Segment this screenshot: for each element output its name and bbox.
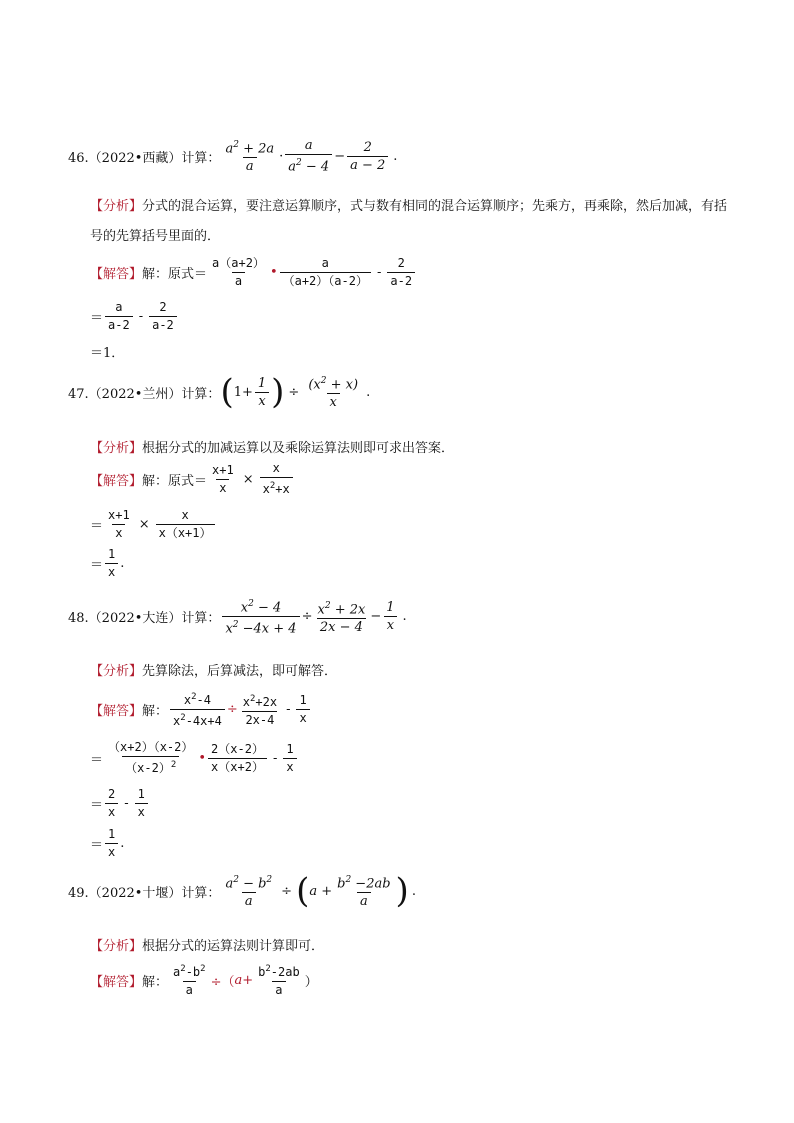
q46-analysis-tag: 【分析】 — [90, 199, 143, 214]
q48-analysis-text: 先算除法，后算减法，即可解答． — [142, 664, 338, 679]
q46-frac3: $\frac{2}{a - 2}$ — [347, 140, 388, 173]
q47-problem: 47.（2022•兰州）计算： ( 1+ $\frac{1}{x}$ ) ÷ $\frac{(x^2 + x)}{x}$ . — [68, 372, 371, 413]
q49-answer-prefix: 解： — [142, 974, 169, 990]
q47-analysis-tag: 【分析】 — [90, 441, 143, 456]
q49-answer-line1: 【解答】 解： $\frac{a^2-b^2}{a}$ ÷（ a + $\frac{b^2-2ab}{a}$ ） — [90, 964, 318, 997]
q47-frac1: $\frac{1}{x}$ — [255, 376, 269, 409]
q46-answer-line2: ＝ $\frac{a}{a-2}$ - $\frac{2}{a-2}$ — [90, 300, 179, 333]
q48-analysis-tag: 【分析】 — [90, 664, 143, 679]
q48-label: 48.（2022•大连）计算： — [68, 611, 221, 627]
q48-l2c: $\frac{1}{x}$ — [283, 742, 296, 775]
q48-frac1: $\frac{x^2 - 4}{x^2 -4x + 4}$ — [222, 597, 299, 637]
q48-answer-line1: 【解答】 解： $\frac{x^2-4}{x^2-4x+4}$ ÷ $\frac{x^2+2x}{2x-4}$ - $\frac{1}{x}$ — [90, 690, 312, 729]
q48-answer-prefix: 解： — [142, 704, 169, 719]
q49-problem: 49.（2022•十堰）计算： $\frac{a^2 - b^2}{a}$ ÷ ( a + $\frac{b^2 -2ab}{a}$ ) . — [68, 871, 416, 912]
q49-analysis-text: 根据分式的运算法则计算即可． — [142, 939, 325, 954]
q48-answer-line4: ＝ $\frac{1}{x}$ . — [90, 827, 125, 859]
q48-problem: 48.（2022•大连）计算： $\frac{x^2 - 4}{x^2 -4x + 4}$ ÷ $\frac{x^2 + 2x}{2x - 4}$ − $\frac{1}{x}$ . — [68, 599, 407, 637]
q47-l2a: $\frac{x+1}{x}$ — [108, 508, 130, 540]
q46-l2b: $\frac{2}{a-2}$ — [149, 300, 177, 333]
q48-s3: $\frac{1}{x}$ — [296, 693, 309, 726]
q46-frac1: $\frac{a^2 + 2a}{a}$ — [225, 140, 275, 175]
q49-analysis-tag: 【分析】 — [90, 939, 143, 954]
q47-l2b: $\frac{x}{x(x+1)}$ — [156, 508, 215, 541]
q48-l2a: $\frac{(x+2)(x-2)}{(x-2)^2}$ — [108, 740, 194, 775]
q47-answer-tag: 【解答】 — [90, 473, 143, 489]
q46-l2a: $\frac{a}{a-2}$ — [105, 300, 133, 333]
q49-analysis — [90, 935, 324, 954]
q48-answer-tag: 【解答】 — [90, 704, 143, 719]
q48-frac2: $\frac{x^2 + 2x}{2x - 4}$ — [317, 600, 366, 635]
q49-frac2: $\frac{b^2 -2ab}{a}$ — [337, 875, 391, 910]
q48-s2: $\frac{x^2+2x}{2x-4}$ — [242, 693, 278, 727]
q46-s1: $\frac{a(a+2)}{a}$ — [212, 256, 265, 288]
q48-answer-line3: ＝ $\frac{2}{x}$ - $\frac{1}{x}$ — [90, 787, 150, 820]
q49-answer-tag: 【解答】 — [90, 974, 143, 990]
q46-problem: 46.（2022•西藏）计算： $\frac{a^2 + 2a}{a}$ · $\frac{a}{a^2 - 4}$ − $\frac{2}{a - 2}$ . — [68, 138, 398, 175]
q46-answer-tag: 【解答】 — [90, 267, 143, 282]
q48-s1: $\frac{x^2-4}{x^2-4x+4}$ — [170, 690, 225, 729]
q46-analysis-text: 分式的混合运算，要注意运算顺序，式与数有相同的混合运算顺序；先乘方，再乘除，然后加减，有括号的先算括号里面的． — [90, 199, 728, 244]
q47-l3: $\frac{1}{x}$ — [105, 547, 118, 580]
q49-s2: $\frac{b^2-2ab}{a}$ — [258, 964, 300, 997]
q48-l4: $\frac{1}{x}$ — [105, 827, 118, 860]
q46-result: ＝1． — [90, 346, 125, 361]
q49-label: 49.（2022•十堰）计算： — [68, 885, 221, 901]
q46-dot: · — [279, 148, 284, 164]
q47-answer-line2: ＝ $\frac{x+1}{x}$ × $\frac{x}{x(x+1)}$ — [90, 508, 217, 541]
q47-answer-line1: 【解答】 解：原式＝ $\frac{x+1}{x}$ × $\frac{x}{x^2+x}$ — [90, 461, 295, 497]
q47-label: 47.（2022•兰州）计算： — [68, 386, 221, 402]
q48-analysis — [90, 660, 337, 679]
q47-s2: $\frac{x}{x^2+x}$ — [260, 461, 293, 497]
q46-analysis — [90, 192, 730, 252]
q46-label: 46.（2022•西藏）计算： — [68, 150, 221, 166]
q47-s1: $\frac{x+1}{x}$ — [212, 462, 234, 495]
q48-l3a: $\frac{2}{x}$ — [105, 787, 118, 820]
q47-answer-line3: ＝ $\frac{1}{x}$ . — [90, 547, 125, 579]
q48-l3b: $\frac{1}{x}$ — [135, 787, 148, 820]
q49-s1: $\frac{a^2-b^2}{a}$ — [173, 964, 206, 997]
q48-answer-line2: ＝ $\frac{(x+2)(x-2)}{(x-2)^2}$ • $\frac{2(x-2)}{x(x+2)}$ - $\frac{1}{x}$ — [90, 740, 299, 776]
q47-analysis-text: 根据分式的加减运算以及乘除运算法则即可求出答案． — [142, 441, 455, 456]
q47-answer-prefix: 解：原式＝ — [142, 473, 208, 489]
q46-s3: $\frac{2}{a-2}$ — [387, 256, 415, 289]
q46-s2: $\frac{a}{(a+2)(a-2)}$ — [280, 256, 371, 289]
q48-frac3: $\frac{1}{x}$ — [383, 600, 397, 633]
q46-answer-line1: 【解答】 解：原式＝ $\frac{a(a+2)}{a}$ • $\frac{a}{(a+2)(a-2)}$ - $\frac{2}{a-2}$ — [90, 256, 417, 289]
q49-frac1: $\frac{a^2 - b^2}{a}$ — [225, 875, 273, 910]
q47-frac2: $\frac{(x^2 + x)}{x}$ — [308, 376, 359, 411]
q46-answer-prefix: 解：原式＝ — [142, 267, 208, 282]
q46-minus: − — [334, 148, 346, 164]
q47-analysis — [90, 437, 454, 456]
q46-frac2: $\frac{a}{a^2 - 4}$ — [285, 138, 332, 174]
q48-l2b: $\frac{2(x-2)}{x(x+2)}$ — [208, 742, 267, 775]
